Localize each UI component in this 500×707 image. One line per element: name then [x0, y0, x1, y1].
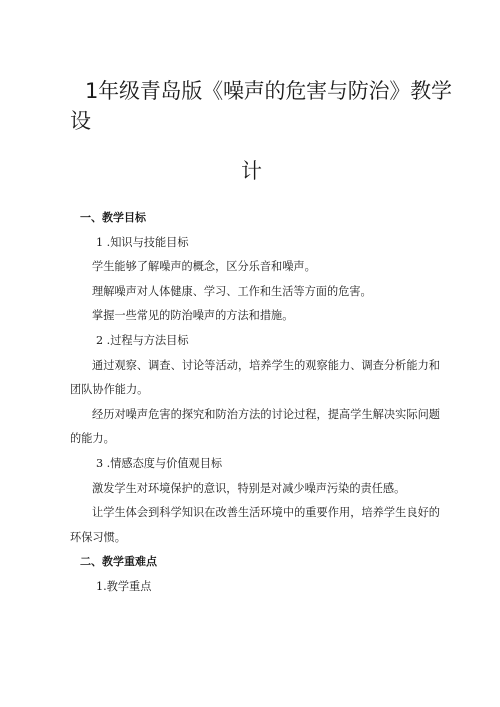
document-title-line-3: 计	[241, 159, 262, 183]
paragraph: 激发学生对环境保护的意识，特别是对减少噪声污染的责任感。	[92, 481, 406, 495]
section-heading-teaching-objectives: 一、教学目标	[80, 211, 146, 224]
document-title-line-2: 设	[70, 109, 91, 133]
document-title-line-1: 1年级青岛版《噪声的危害与防治》教学	[85, 79, 452, 103]
paragraph: 通过观察、调查、讨论等活动，培养学生的观察能力、调查分析能力和团队协作能力。	[70, 358, 440, 397]
paragraph: 经历对噪声危害的探究和防治方法的讨论过程，提高学生解决实际问题的能力。	[70, 407, 440, 446]
paragraph: 学生能够了解噪声的概念，区分乐音和噪声。	[92, 260, 316, 274]
paragraph: 掌握一些常见的防治噪声的方法和措施。	[92, 309, 294, 323]
paragraph: 让学生体会到科学知识在改善生活环境中的重要作用，培养学生良好的环保习惯。	[70, 506, 440, 544]
section-heading-key-difficulties: 二、教学重难点	[80, 555, 157, 569]
subheading-attitudes-values: 3 .情感态度与价值观目标	[96, 456, 223, 470]
subheading-process-methods: 2 .过程与方法目标	[96, 333, 189, 347]
subheading-knowledge-skills: 1 .知识与技能目标	[96, 235, 189, 249]
document-body	[70, 206, 440, 600]
subheading-teaching-focus: 1.教学重点	[96, 579, 152, 593]
paragraph: 理解噪声对人体健康、学习、工作和生活等方面的危害。	[92, 284, 372, 298]
